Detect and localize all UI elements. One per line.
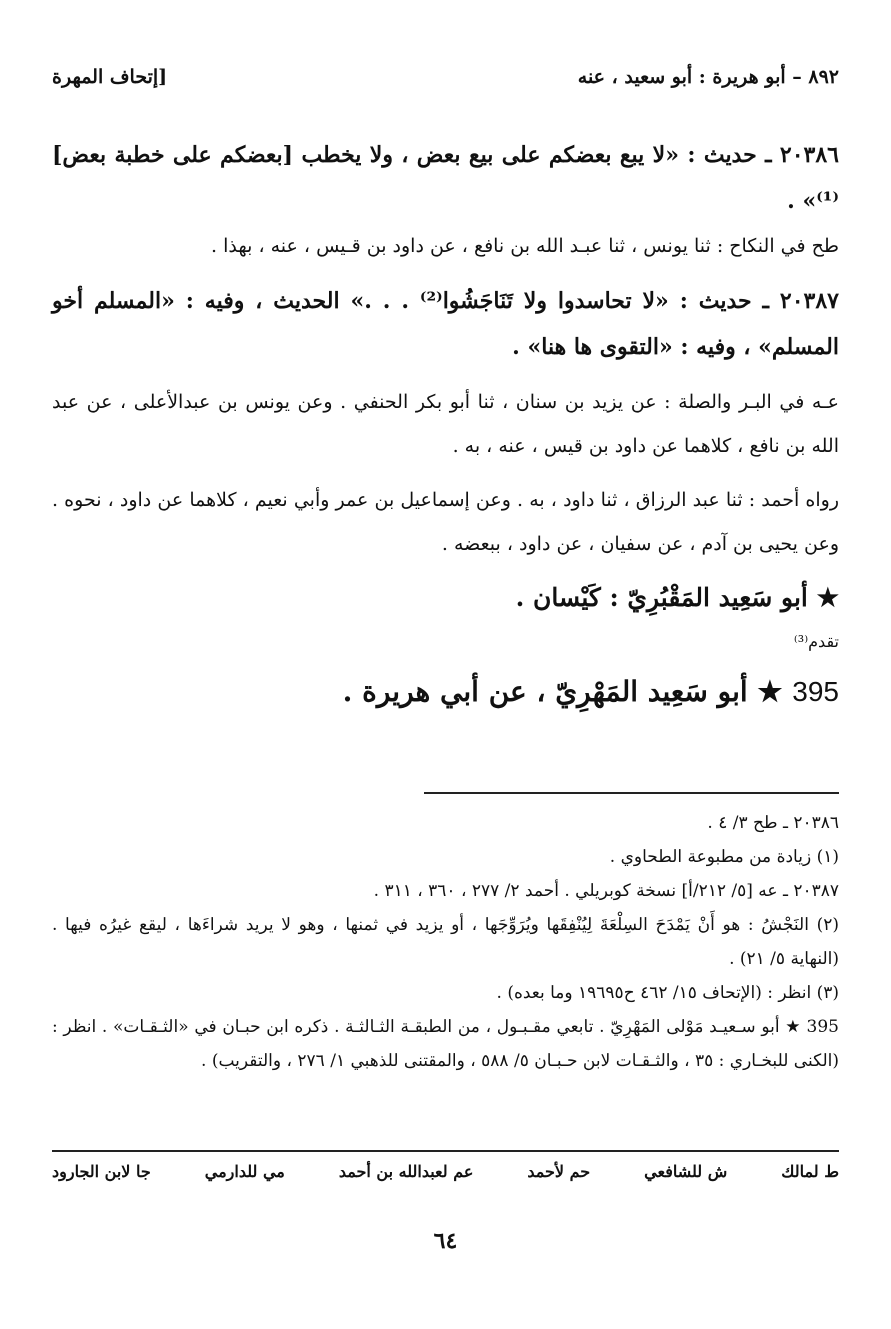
abbreviation-key (52, 1162, 839, 1181)
footnote-4: (٢) النَجْشُ : هو أَنْ يَمْدَحَ السِلْعَةَ لِيُنْفِقَها ويُرَوِّجَها ، أو يزيد في ثمنها ، وهو لا يريد شراءَها ، ليقع غيرُه فيها . (النهاية ٥/ ٢١) . (52, 915, 839, 969)
abbr-item: جا لابن الجارود (52, 1162, 151, 1181)
hadith-entry-20386-heading: ٢٠٣٨٦ ـ حديث : «لا يبع بعضكم على بيع بعض ، ولا يخطب [بعضكم على خطبة بعض]⁽¹⁾» . (52, 142, 839, 214)
page-number: ٦٤ (433, 1228, 458, 1254)
section-heading (52, 666, 839, 718)
abbreviation-divider (52, 1150, 839, 1152)
abbr-item: حم لأحمد (527, 1162, 591, 1181)
abbr-item: مي للدارمي (204, 1162, 285, 1181)
taqaddam-note: تقدم⁽³⁾ (793, 632, 839, 651)
main-text (52, 132, 839, 718)
hadith-entry-20387-source-1: عـه في البـر والصلة : عن يزيد بن سنان ، ثنا أبو بكر الحنفي . وعن يونس بن عبدالأعلى ، عن عبد الله بن نافع ، كلاهما عن داود بن قيس ، عنه ، به . (52, 391, 839, 457)
header-right-title: ٨٩٢ – أبو هريرة : أبو سعيد ، عنه (577, 66, 839, 88)
running-header (52, 60, 839, 94)
hadith-entry-20386-source: طح في النكاح : ثنا يونس ، ثنا عبـد الله بن نافع ، عن داود بن قـيس ، عنه ، بهذا . (211, 235, 839, 257)
book-page (52, 0, 839, 1329)
footnote-2: (١) زيادة من مطبوعة الطحاوي . (609, 847, 839, 867)
abbr-item: ط لمالك (781, 1162, 839, 1181)
section-number: 395 (792, 676, 839, 707)
header-left-title: [إتحاف المهرة (52, 66, 168, 88)
footnote-1: ٢٠٣٨٦ ـ طح ٣/ ٤ . (707, 813, 839, 833)
section-title: ★ أبو سَعِيد المَهْرِيّ ، عن أبي هريرة . (342, 675, 783, 708)
footnotes (52, 806, 839, 1078)
narrator-star-line: ★ أبو سَعِيد المَقْبُرِيّ : كَيْسان . (515, 583, 839, 612)
abbr-item: ش للشافعي (644, 1162, 728, 1181)
footnote-3: ٢٠٣٨٧ ـ عه [٥/ ٢١٢/أ] نسخة كوبريلي . أحمد ٢/ ٢٧٧ ، ٣٦٠ ، ٣١١ . (373, 881, 839, 901)
hadith-entry-20387-source-2: رواه أحمد : ثنا عبد الرزاق ، ثنا داود ، به . وعن إسماعيل بن عمر وأبي نعيم ، كلاهما عن داود ، نحوه . وعن يحيى بن آدم ، عن سفيان ، عن داود ، ببعضه . (52, 489, 839, 555)
footnote-5: (٣) انظر : (الإتحاف ١٥/ ٤٦٢ ح١٩٦٩٥ وما بعده) . (496, 983, 839, 1003)
footnote-divider (424, 792, 839, 794)
abbr-item: عم لعبدالله بن أحمد (338, 1162, 474, 1181)
footnote-6: 395 ★ أبو سـعيـد مَوْلى المَهْرِيّ . تابعي مقـبـول ، من الطبقـة الثـالثـة . ذكره ابن حبـان في «الثـقـات» . انظر : (الكنى للبخـاري : ٣٥ ، والثـقـات لابن حـبـان ٥/ ٥٨٨ ، والمقتنى للذهبي ١/ ٢٧٦ ، والتقريب) . (52, 1017, 839, 1071)
hadith-entry-20387-heading: ٢٠٣٨٧ ـ حديث : «لا تحاسدوا ولا تَنَاجَشُوا⁽²⁾ . . .» الحديث ، وفيه : «المسلم أخو المسلم» ، وفيه : «التقوى ها هنا» . (52, 288, 839, 360)
